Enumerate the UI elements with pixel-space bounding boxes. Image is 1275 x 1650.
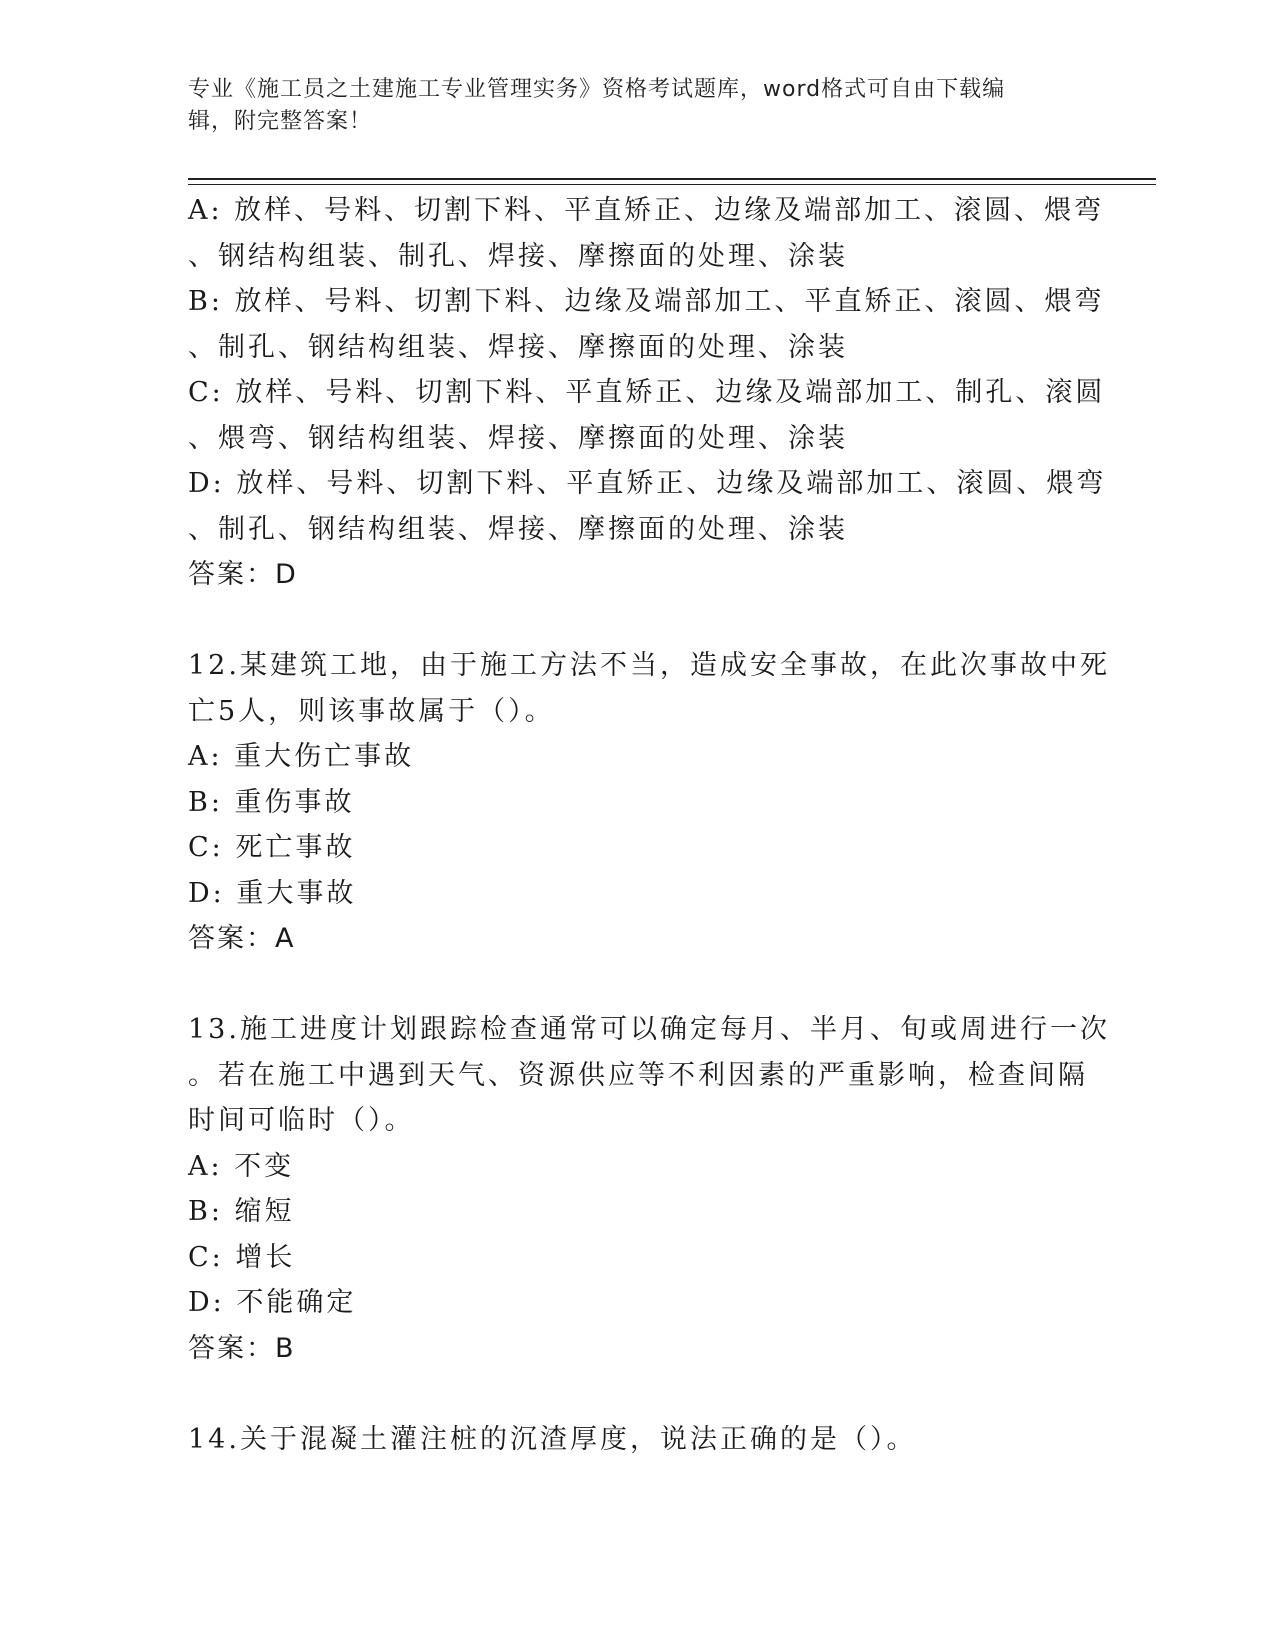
q13-option-a: A: 不变 bbox=[188, 1150, 295, 1182]
q11-option-a-line-1: A: 放样、号料、切割下料、平直矫正、边缘及端部加工、滚圆、煨弯 bbox=[188, 195, 1105, 226]
q11-option-c-line-2: 、煨弯、钢结构组装、焊接、摩擦面的处理、涂装 bbox=[188, 422, 848, 454]
q12-stem-line-1: 12.某建筑工地，由于施工方法不当，造成安全事故，在此次事故中死 bbox=[188, 650, 1110, 681]
page-header bbox=[188, 74, 1068, 138]
q13-stem-line-3: 时间可临时（）。 bbox=[188, 1105, 415, 1136]
q12-answer: 答案：A bbox=[188, 923, 296, 954]
q13-stem-line-1: 13.施工进度计划跟踪检查通常可以确定每月、半月、旬或周进行一次 bbox=[188, 1014, 1110, 1045]
q13-option-b: B: 缩短 bbox=[188, 1196, 295, 1227]
q12-option-c: C: 死亡事故 bbox=[188, 832, 356, 863]
q11-option-d-line-2: 、制孔、钢结构组装、焊接、摩擦面的处理、涂装 bbox=[188, 513, 848, 545]
question-11-options bbox=[188, 188, 1107, 598]
q12-option-b: B: 重伤事故 bbox=[188, 786, 355, 818]
q12-stem-line-2: 亡5人，则该事故属于（）。 bbox=[188, 695, 555, 727]
q13-stem-line-2: 。若在施工中遇到天气、资源供应等不利因素的严重影响，检查间隔 bbox=[188, 1059, 1088, 1091]
header-rule-thick bbox=[188, 178, 1156, 180]
question-13 bbox=[188, 1007, 1110, 1371]
header-line-1: 专业《施工员之土建施工专业管理实务》资格考试题库，word格式可自由下载编 bbox=[188, 77, 1006, 102]
spacer bbox=[188, 598, 1088, 644]
q14-stem-line-1: 14.关于混凝土灌注桩的沉渣厚度，说法正确的是（）。 bbox=[188, 1423, 917, 1455]
q11-option-c-line-1: C: 放样、号料、切割下料、平直矫正、边缘及端部加工、制孔、滚圆 bbox=[188, 377, 1106, 408]
q13-option-d: D: 不能确定 bbox=[188, 1287, 357, 1318]
spacer bbox=[188, 962, 1088, 1008]
question-content bbox=[188, 188, 1110, 1462]
question-14 bbox=[188, 1417, 1088, 1463]
q12-option-a: A: 重大伤亡事故 bbox=[188, 741, 415, 772]
q11-option-a-line-2: 、钢结构组装、制孔、焊接、摩擦面的处理、涂装 bbox=[188, 240, 848, 272]
spacer bbox=[188, 1371, 1088, 1417]
q11-answer: 答案：D bbox=[188, 559, 298, 590]
question-12 bbox=[188, 643, 1110, 962]
header-line-2: 辑，附完整答案！ bbox=[188, 109, 373, 134]
q11-option-d-line-1: D: 放样、号料、切割下料、平直矫正、边缘及端部加工、滚圆、煨弯 bbox=[188, 468, 1107, 499]
header-rule-thin bbox=[188, 184, 1156, 185]
q12-option-d: D: 重大事故 bbox=[188, 877, 357, 909]
q13-answer: 答案：B bbox=[188, 1332, 296, 1364]
q13-option-c: C: 增长 bbox=[188, 1241, 296, 1273]
q11-option-b-line-1: B: 放样、号料、切割下料、边缘及端部加工、平直矫正、滚圆、煨弯 bbox=[188, 286, 1105, 317]
q11-option-b-line-2: 、制孔、钢结构组装、焊接、摩擦面的处理、涂装 bbox=[188, 331, 848, 363]
